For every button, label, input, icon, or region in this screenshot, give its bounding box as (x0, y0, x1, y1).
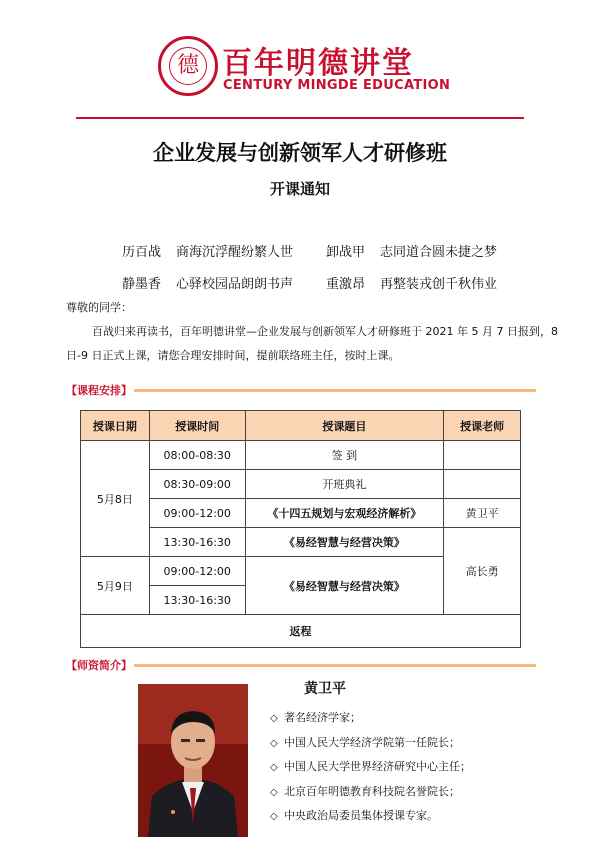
time-cell: 13:30-16:30 (149, 586, 245, 615)
bio-text: 中央政治局委员集体授课专家。 (284, 809, 438, 822)
list-item (270, 706, 471, 731)
bio-text: 中国人民大学经济学院第一任院长； (284, 735, 460, 749)
poem-line-1-a: 历百战 (122, 245, 162, 260)
list-item (270, 780, 471, 805)
brand-name-cn: 百年明德讲堂 (222, 46, 414, 81)
poem-line-2-c: 重激昂 (326, 277, 366, 292)
topic-cell: 《十四五规划与宏观经济解析》 (245, 499, 444, 528)
bio-text: 中国人民大学世界经济研究中心主任； (284, 760, 471, 773)
poem-line-2-a: 静墨香 (122, 277, 162, 292)
bio-text: 著名经济学家； (284, 711, 361, 724)
time-cell: 13:30-16:30 (149, 528, 245, 557)
section-bar-teacher (66, 664, 536, 667)
teacher-cell (444, 470, 521, 499)
body-line-2: 日-9 日正式上课，请您合理安排时间，提前联络班主任，按时上课。 (66, 349, 400, 362)
page-title: 企业发展与创新领军人才研修班 (153, 140, 447, 165)
teacher-bio-list (270, 706, 471, 829)
topic-cell: 开班典礼 (245, 470, 444, 499)
body-line-1: 百战归来再读书，百年明德讲堂—企业发展与创新领军人才研修班于 2021 年 5 月 7 日报到，8 (92, 325, 558, 338)
logo-seal-char: 德 (169, 47, 207, 85)
greeting: 尊敬的同学： (66, 301, 132, 314)
header-topic: 授课题目 (245, 411, 444, 441)
poem-line-1-b: 商海沉浮醒纷繁人世 (176, 245, 294, 260)
table-row (81, 441, 521, 470)
list-item (270, 755, 471, 780)
list-item (270, 804, 471, 829)
date-cell: 5月9日 (81, 557, 150, 615)
table-header-row (81, 411, 521, 441)
diamond-bullet-icon: ◇ (270, 762, 278, 773)
schedule-table (80, 410, 521, 648)
time-cell: 09:00-12:00 (149, 499, 245, 528)
header-time: 授课时间 (149, 411, 245, 441)
section-title-teacher: 【师资简介】 (66, 659, 132, 672)
table-footer-row (81, 615, 521, 648)
diamond-bullet-icon: ◇ (270, 811, 278, 822)
header-teacher: 授课老师 (444, 411, 521, 441)
topic-cell: 签 到 (245, 441, 444, 470)
header-divider (76, 117, 524, 119)
time-cell: 08:00-08:30 (149, 441, 245, 470)
date-cell: 5月8日 (81, 441, 150, 557)
teacher-cell: 高长勇 (444, 528, 521, 615)
portrait-illustration (138, 684, 248, 837)
diamond-bullet-icon: ◇ (270, 786, 278, 798)
diamond-bullet-icon: ◇ (270, 737, 278, 749)
diamond-bullet-icon: ◇ (270, 713, 278, 724)
page-subtitle: 开课通知 (269, 180, 330, 198)
brand-name-en: CENTURY MINGDE EDUCATION (223, 78, 451, 93)
teacher-name: 黄卫平 (304, 681, 346, 697)
section-title-schedule: 【课程安排】 (66, 384, 132, 397)
time-cell: 09:00-12:00 (149, 557, 245, 586)
list-item (270, 731, 471, 756)
poem-line-2-b: 心驿校园品朗朗书声 (176, 277, 294, 292)
topic-cell: 《易经智慧与经营决策》 (245, 528, 444, 557)
teacher-cell (444, 441, 521, 470)
section-bar-schedule (66, 389, 536, 392)
teacher-photo (138, 684, 248, 837)
teacher-cell: 黄卫平 (444, 499, 521, 528)
logo-seal (158, 36, 218, 96)
topic-cell: 《易经智慧与经营决策》 (245, 557, 444, 615)
poem-line-1-d: 志同道合圆未捷之梦 (380, 245, 498, 260)
header-date: 授课日期 (81, 411, 150, 441)
time-cell: 08:30-09:00 (149, 470, 245, 499)
footer-cell: 返程 (81, 615, 521, 648)
poem-line-2-d: 再整装戎创千秋伟业 (380, 277, 498, 292)
bio-text: 北京百年明德教育科技院名誉院长； (284, 784, 460, 798)
poem-line-1-c: 卸战甲 (326, 245, 366, 260)
